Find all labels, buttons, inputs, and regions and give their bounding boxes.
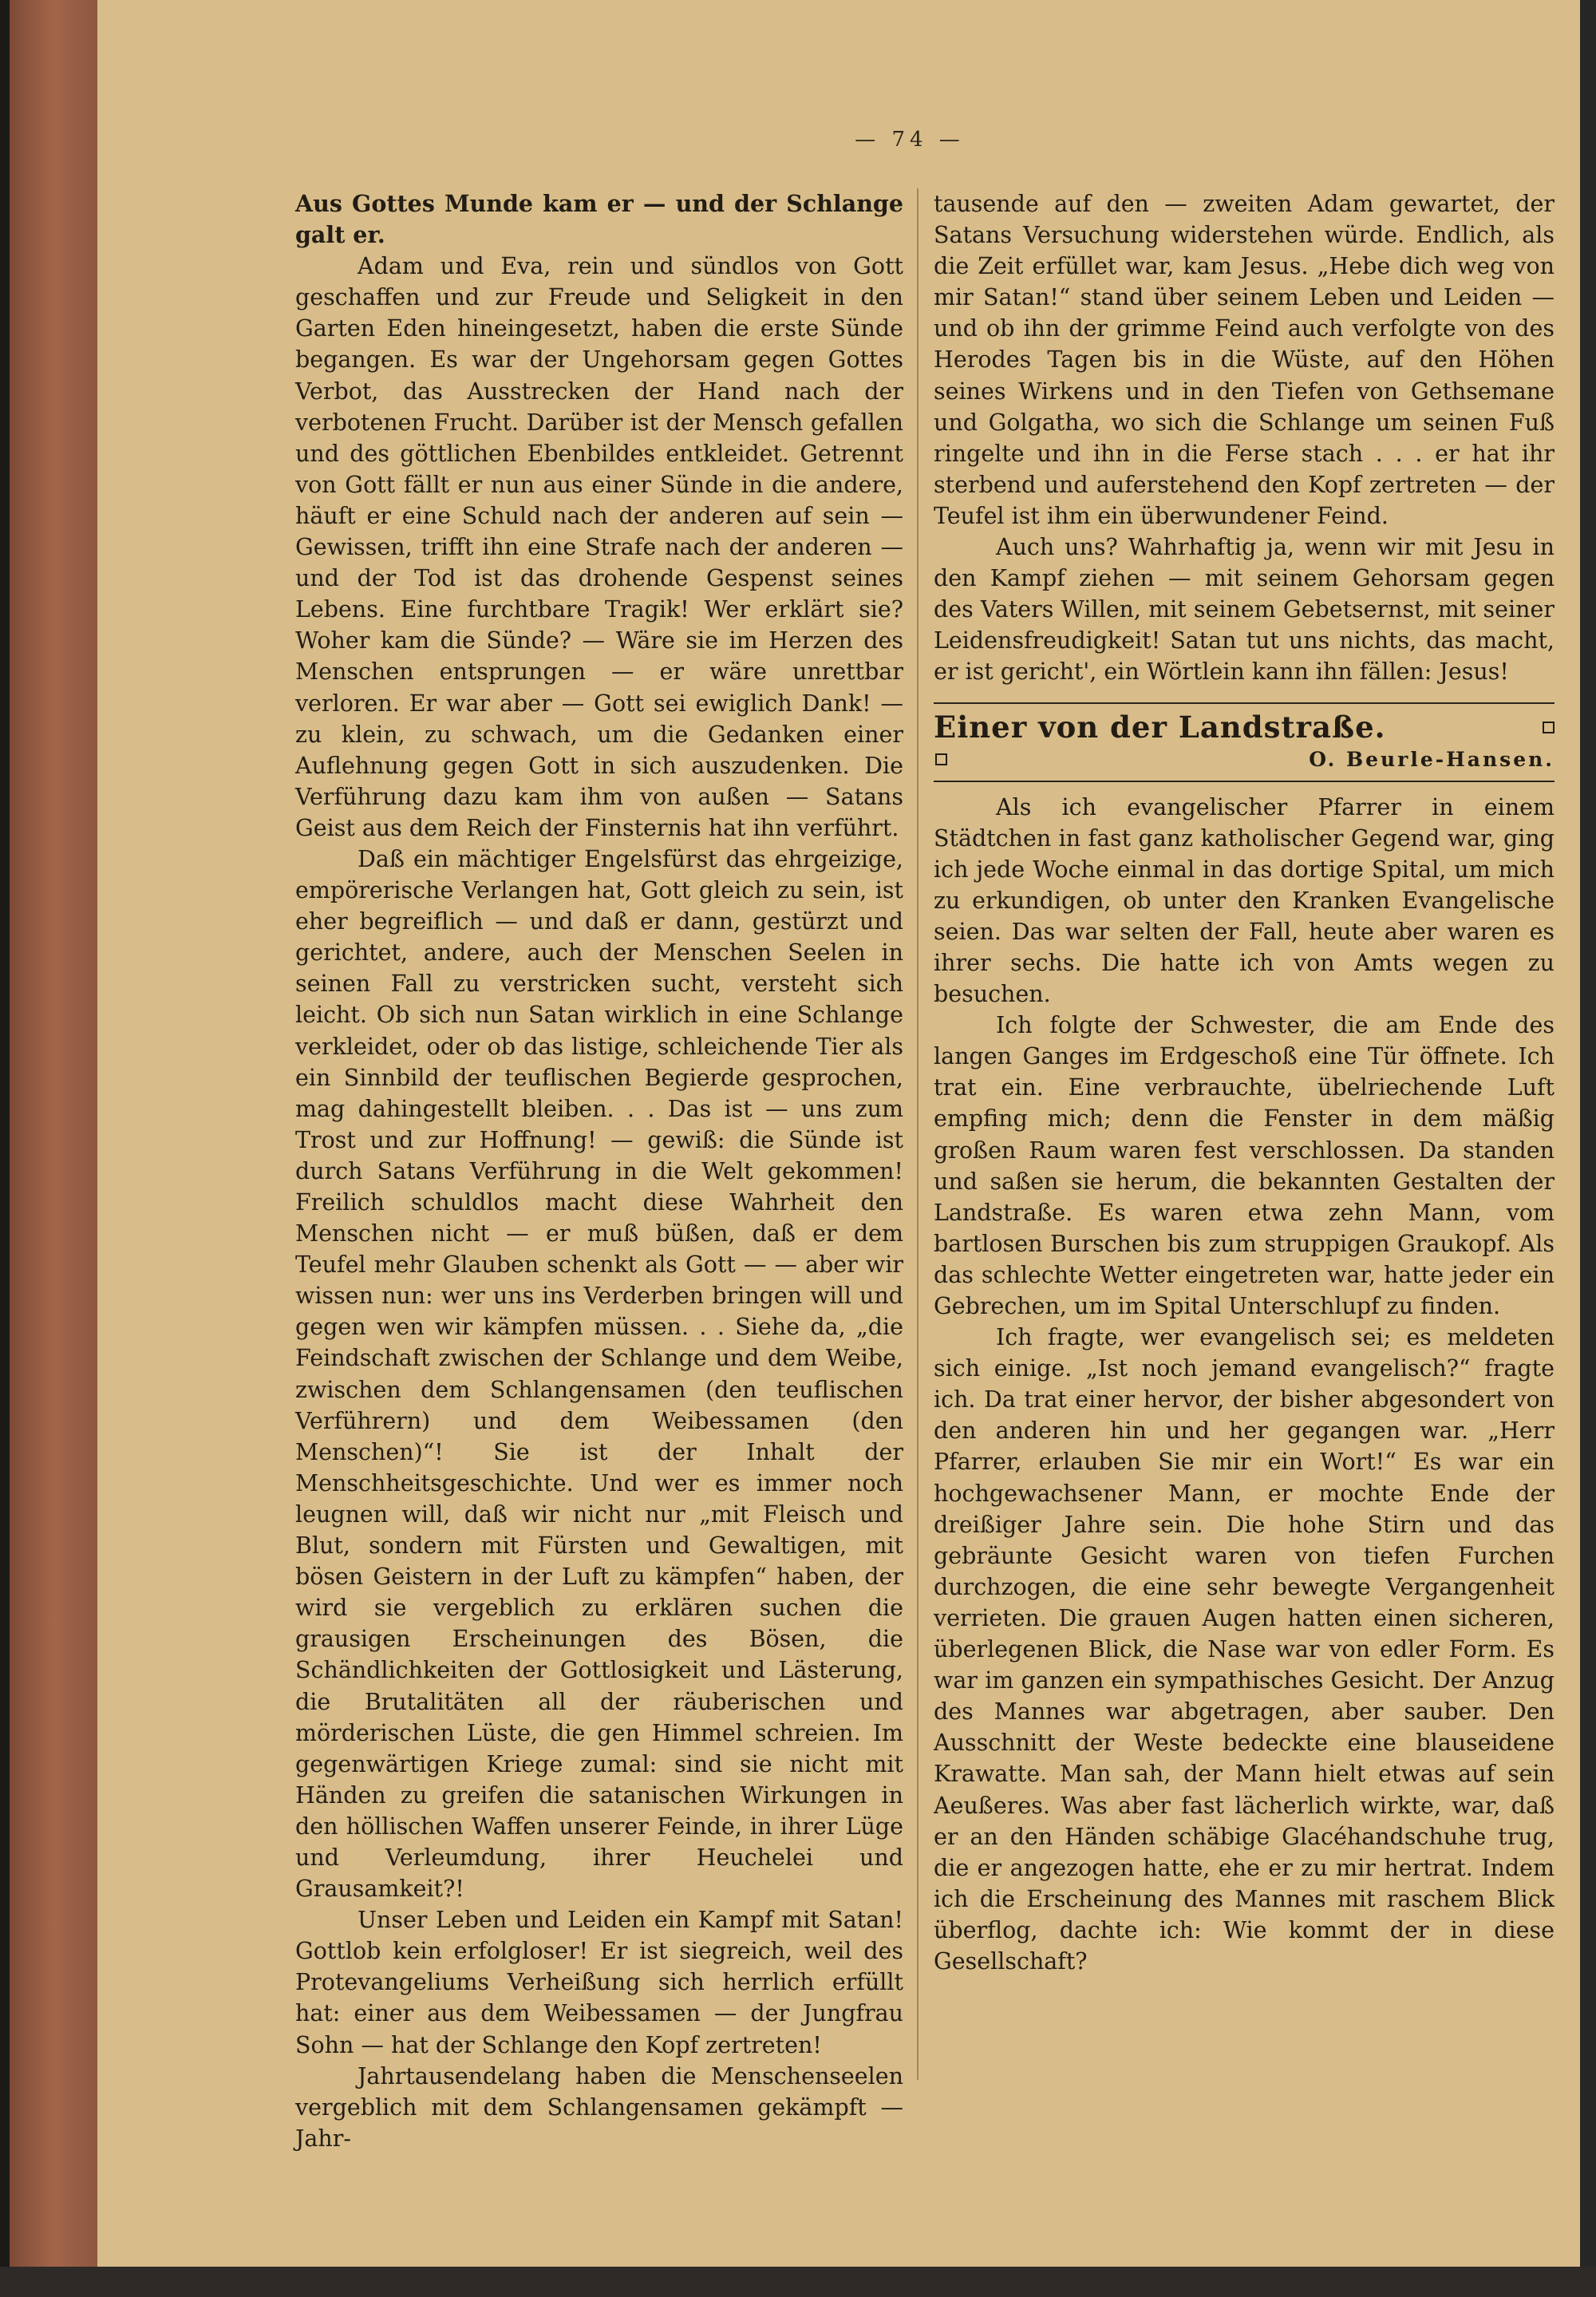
column-divider xyxy=(917,188,918,2080)
column-paragraph: Auch uns? Wahrhaftig ja, wenn wir mit Jesu in den Kampf ziehen — mit seinem Gehorsam gegen des Vaters Willen, mit seinem Gebetsernst, mit seiner Leidensfreudigkeit! Satan tut uns nichts, das macht, er ist gericht', ein Wörtlein kann ihn fällen: Jesus! xyxy=(934,534,1555,686)
article-rule-bottom xyxy=(934,781,1555,782)
book-cover-board xyxy=(10,0,97,2297)
column-paragraph: Daß ein mächtiger Engelsfürst das ehrgeizige, empörerische Verlangen hat, Gott gleich zu sein, ist eher begreiflich — und daß er dann, gestürzt und gerichtet, andere, auch der Menschen Seelen in seinen Fall zu verstricken sucht, versteht sich leicht. Ob sich nun Satan wirklich in eine Schlange verkleidet, oder ob das listige, schleichende Tier als ein Sinnbild der teuflischen Begierde gesprochen, mag dahingestellt bleiben. . . Das ist — uns zum Trost und zur Hoffnung! — gewiß: die Sünde ist durch Satans Verführung in die Welt gekommen! Freilich schuldlos macht diese Wahrheit den Menschen nicht — er muß büßen, daß er dem Teufel mehr Glauben schenkt als Gott — — aber wir wissen nun: wer uns ins Verderben bringen will und gegen wen wir kämpfen müssen. . . Siehe da, „die Feindschaft zwischen der Schlange und dem Weibe, zwischen dem Schlangensamen (den teuflischen Verführern) und dem Weibessamen (den Menschen)“! Sie ist der Inhalt der Menschheitsgeschichte. Und wer es immer noch leugnen will, daß wir nicht nur „mit Fleisch und Blut, sondern mit Fürsten und Gewaltigen, mit bösen Geistern in der Luft zu kämpfen“ haben, der wird sie vergeblich zu erklären suchen die grausigen Erscheinungen des Bösen, die Schändlichkeiten der Gottlosigkeit und Lästerung, die Brutalitäten all der räuberischen und mörderischen Lüste, die gen Himmel schreien. Im gegenwärtigen Kriege zumal: sind sie nicht mit Händen zu greifen die satanischen Wirkungen in den höllischen Waffen unserer Feinde, in ihrer Lüge und Verleumdung, ihrer Heuchelei und Grausamkeit?! xyxy=(295,845,903,1903)
column-paragraph: tausende auf den — zweiten Adam gewartet, der Satans Versuchung widerstehen würde. Endlich, als die Zeit erfüllet war, kam Jesus. „Hebe dich weg von mir Satan!“ stand über seinem Leben und Leiden — und ob ihn der grimme Feind auch verfolgte von des Herodes Tagen bis in die Wüste, auf den Höhen seines Wirkens und in den Tiefen von Gethsemane und Golgatha, wo sich die Schlange um seinen Fuß ringelte und ihn in die Ferse stach . . . er hat ihr sterbend und auferstehend den Kopf zertreten — der Teufel ist ihm ein überwundener Feind. xyxy=(934,191,1555,529)
article-paragraph: Ich folgte der Schwester, die am Ende des langen Ganges im Erdgeschoß eine Tür öffnete. Ich trat ein. Eine verbrauchte, übelriechende Luft empfing mich; denn die Fenster in dem mäßig großen Raum waren fest verschlossen. Da standen und saßen sie herum, die bekannten Gestalten der Landstraße. Es waren etwa zehn Mann, vom bartlosen Burschen bis zum struppigen Graukopf. Als das schlechte Wetter eingetreten war, hatte jeder ein Gebrechen, um im Spital Unterschlupf zu finden. xyxy=(934,1012,1555,1319)
page-number: — 74 — xyxy=(855,128,965,152)
book-binding-edge xyxy=(0,0,10,2297)
column-paragraph: Jahrtausendelang haben die Menschenseelen vergeblich mit dem Schlangensamen gekämpft — Jahr- xyxy=(295,2062,903,2152)
article-paragraph: Ich fragte, wer evangelisch sei; es meldeten sich einige. „Ist noch jemand evangelisch?“ fragte ich. Da trat einer hervor, der bisher abgesondert von den anderen hin und her gegangen war. „Herr Pfarrer, erlauben Sie mir ein Wort!“ Es war ein hochgewachsener Mann, er mochte Ende der dreißiger Jahre sein. Die hohe Stirn und das gebräunte Gesicht waren von tiefen Furchen durchzogen, die eine sehr bewegte Vergangenheit verrieten. Die grauen Augen hatten einen sicheren, überlegenen Blick, die Nase war von edler Form. Es war im ganzen ein sympathisches Gesicht. Der Anzug des Mannes war abgetragen, aber sauber. Den Ausschnitt der Weste bedeckte eine blauseidene Krawatte. Man sah, der Mann hielt etwas auf sein Aeußeres. Was aber fast lächerlich wirkte, war, daß er an den Händen schäbige Glacéhandschuhe trug, die er angezogen hatte, ehe er zu mir hertrat. Indem ich die Erscheinung des Mannes mit raschem Blick überflog, dachte ich: Wie kommt der in diese Gesellschaft? xyxy=(934,1324,1555,1975)
column-paragraph: Aus Gottes Munde kam er — und der Schlange galt er. xyxy=(295,190,903,249)
article-paragraph: Als ich evangelischer Pfarrer in einem Städtchen in fast ganz katholischer Gegend war, ging ich jede Woche einmal in das dortige Spital, um mich zu erkundigen, ob unter den Kranken Evangelische seien. Das war selten der Fall, heute aber waren es ihrer sechs. Die hatte ich von Amts wegen zu besuchen. xyxy=(934,793,1555,1008)
right-column xyxy=(934,188,1555,1977)
article-headline: Einer von der Landstraße. xyxy=(934,709,1386,745)
article-header xyxy=(934,709,1555,777)
column-paragraph: Unser Leben und Leiden ein Kampf mit Satan! Gottlob kein erfolgloser! Er ist siegreich, weil des Protevangeliums Verheißung sich herrlich erfüllt hat: einer aus dem Weibessamen — der Jungfrau Sohn — hat der Schlange den Kopf zertreten! xyxy=(295,1907,903,2058)
scan-background xyxy=(0,2267,1596,2297)
left-column xyxy=(295,188,903,2154)
article-rule-top xyxy=(934,702,1555,704)
ornament-square-icon xyxy=(1543,722,1555,733)
column-paragraph: Adam und Eva, rein und sündlos von Gott geschaffen und zur Freude und Seligkeit in den Garten Eden hineingesetzt, haben die erste Sünde begangen. Es war der Ungehorsam gegen Gottes Verbot, das Ausstrecken der Hand nach der verbotenen Frucht. Darüber ist der Mensch gefallen und des göttlichen Ebenbildes entkleidet. Getrennt von Gott fällt er nun aus einer Sünde in die andere, häuft er eine Schuld nach der anderen auf sein — Gewissen, trifft ihn eine Strafe nach der anderen — und der Tod ist das drohende Gespenst seines Lebens. Eine furchtbare Tragik! Wer erklärt sie? Woher kam die Sünde? — Wäre sie im Herzen des Menschen entsprungen — er wäre unrettbar verloren. Er war aber — Gott sei ewiglich Dank! — zu klein, zu schwach, um die Gedanken einer Auflehnung gegen Gott in sich auszudenken. Die Verführung dazu kam ihm von außen — Satans Geist aus dem Reich der Finsternis hat ihn verführt. xyxy=(295,253,903,841)
article-author: O. Beurle-Hansen. xyxy=(1309,747,1555,771)
ornament-square-icon xyxy=(935,753,947,765)
